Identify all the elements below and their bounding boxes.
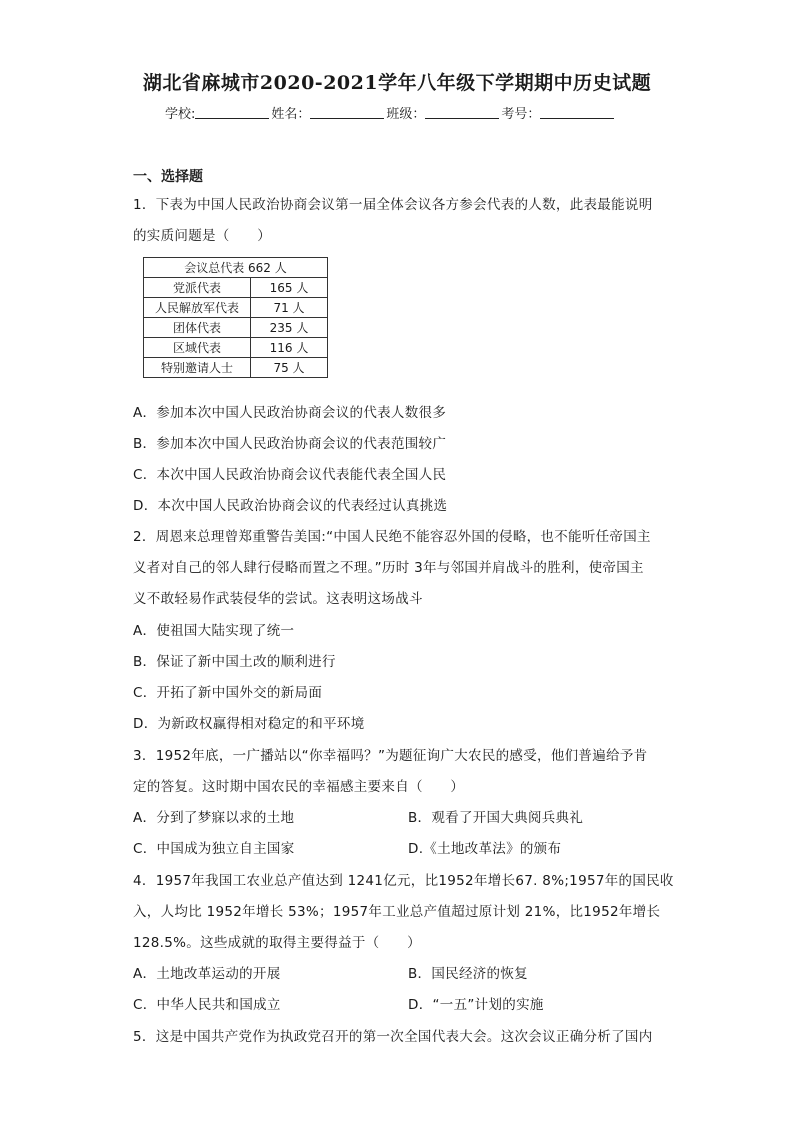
student-info-line xyxy=(165,103,616,122)
q2-option-c: C．开拓了新中国外交的新局面 xyxy=(133,685,323,701)
q2-option-a: A．使祖国大陆实现了统一 xyxy=(133,623,295,639)
table-row xyxy=(144,298,328,318)
table-cell-label: 区域代表 xyxy=(144,338,251,358)
q4-option-a: A．土地改革运动的开展 xyxy=(133,966,281,982)
number-blank[interactable] xyxy=(540,106,614,119)
table-cell-value: 71 人 xyxy=(251,298,328,318)
q3-option-b: B．观看了开国大典阅兵典礼 xyxy=(408,810,584,826)
table-cell-label: 特别邀请人士 xyxy=(144,358,251,378)
section-heading: 一、选择题 xyxy=(133,169,203,185)
table-cell-value: 235 人 xyxy=(251,318,328,338)
q4-stem-line3: 128.5%。这些成就的取得主要得益于（ ） xyxy=(133,935,421,951)
q3-option-c: C．中国成为独立自主国家 xyxy=(133,841,295,857)
table-cell-label: 人民解放军代表 xyxy=(144,298,251,318)
q2-option-b: B．保证了新中国土改的顺利进行 xyxy=(133,654,336,670)
q3-option-a: A．分到了梦寐以求的土地 xyxy=(133,810,295,826)
q2-option-d: D．为新政权赢得相对稳定的和平环境 xyxy=(133,716,365,732)
q4-option-d: D．“一五”计划的实施 xyxy=(408,997,544,1013)
table-row xyxy=(144,338,328,358)
q2-stem-line2: 义者对自己的邻人肆行侵略而置之不理。”历时 3年与邻国并肩战斗的胜利，使帝国主 xyxy=(133,560,644,576)
q3-stem-line2: 定的答复。这时期中国农民的幸福感主要来自（ ） xyxy=(133,779,465,795)
q4-option-c: C．中华人民共和国成立 xyxy=(133,997,281,1013)
name-blank[interactable] xyxy=(310,106,384,119)
q1-stem-line2: 的实质问题是（ ） xyxy=(133,228,271,244)
q4-option-b: B．国民经济的恢复 xyxy=(408,966,528,982)
table-row xyxy=(144,318,328,338)
table-header: 会议总代表 662 人 xyxy=(144,258,328,278)
q4-stem-line2: 入，人均比 1952年增长 53%；1957年工业总产值超过原计划 21%，比1952年增长 xyxy=(133,904,661,920)
q1-option-c: C．本次中国人民政治协商会议代表能代表全国人民 xyxy=(133,467,447,483)
school-label: 学校: xyxy=(165,107,196,122)
table-cell-label: 党派代表 xyxy=(144,278,251,298)
q2-stem-line1: 2．周恩来总理曾郑重警告美国:“中国人民绝不能容忍外国的侵略，也不能听任帝国主 xyxy=(133,529,651,545)
table-row xyxy=(144,358,328,378)
page-title: 湖北省麻城市2020-2021学年八年级下学期期中历史试题 xyxy=(142,72,652,94)
class-blank[interactable] xyxy=(425,106,499,119)
name-label: 姓名： xyxy=(271,107,311,122)
delegates-table xyxy=(143,257,328,378)
q2-stem-line3: 义不敢轻易作武装侵华的尝试。这表明这场战斗 xyxy=(133,591,423,607)
q1-stem-line1: 1．下表为中国人民政治协商会议第一届全体会议各方参会代表的人数，此表最能说明 xyxy=(133,197,653,213)
q1-option-d: D．本次中国人民政治协商会议的代表经过认真挑选 xyxy=(133,498,448,514)
class-label: 班级： xyxy=(386,107,426,122)
table-row xyxy=(144,278,328,298)
table-cell-value: 165 人 xyxy=(251,278,328,298)
table-header-row xyxy=(144,258,328,278)
q4-stem-line1: 4．1957年我国工农业总产值达到 1241亿元，比1952年增长67. 8%;1957年的国民收 xyxy=(133,873,674,889)
q3-option-d: D.《土地改革法》的颁布 xyxy=(408,841,562,857)
number-label: 考号： xyxy=(501,107,541,122)
q1-option-b: B．参加本次中国人民政治协商会议的代表范围较广 xyxy=(133,436,447,452)
q1-option-a: A．参加本次中国人民政治协商会议的代表人数很多 xyxy=(133,405,447,421)
school-blank[interactable] xyxy=(195,106,269,119)
table-cell-value: 75 人 xyxy=(251,358,328,378)
q3-stem-line1: 3．1952年底，一广播站以“你幸福吗？”为题征询广大农民的感受，他们普遍给予肯 xyxy=(133,748,648,764)
table-cell-value: 116 人 xyxy=(251,338,328,358)
q5-stem-line1: 5．这是中国共产党作为执政党召开的第一次全国代表大会。这次会议正确分析了国内 xyxy=(133,1029,653,1045)
table-cell-label: 团体代表 xyxy=(144,318,251,338)
